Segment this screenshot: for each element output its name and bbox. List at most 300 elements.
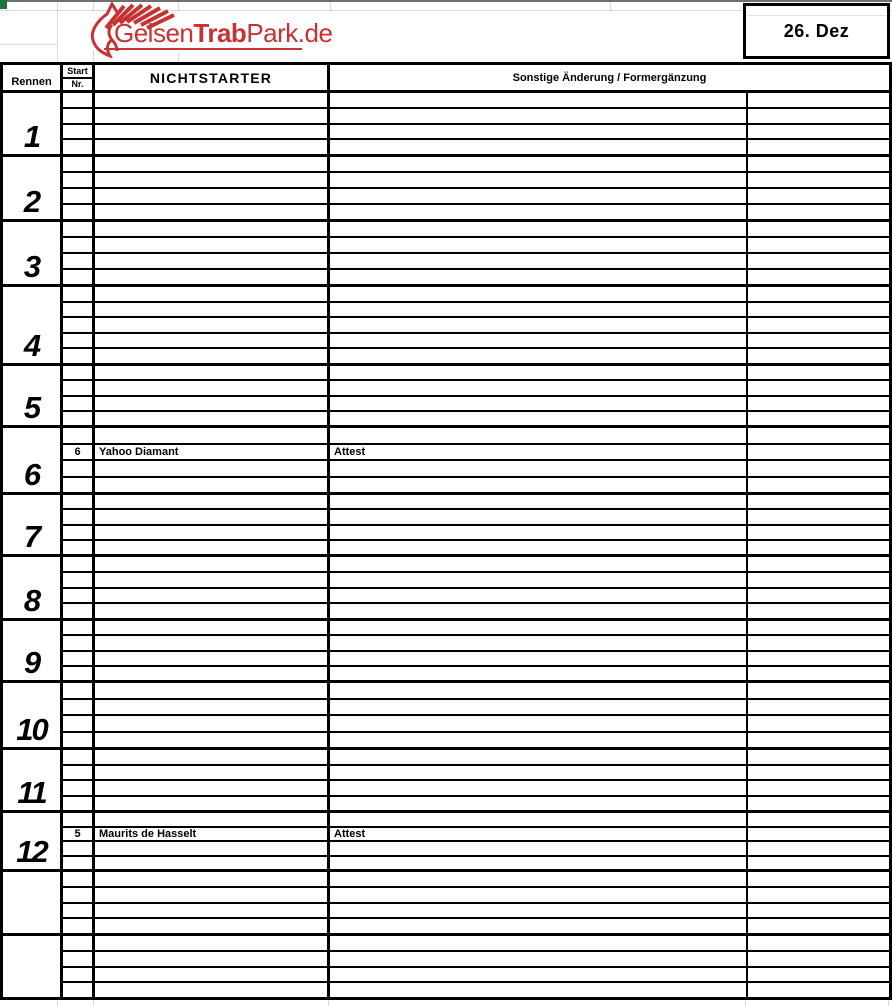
extra-cell[interactable] <box>748 604 889 618</box>
aenderung-cell[interactable] <box>330 140 748 154</box>
extra-cell[interactable] <box>748 526 889 539</box>
aenderung-cell[interactable]: Attest <box>330 828 748 841</box>
nichtstarter-cell[interactable] <box>95 109 330 123</box>
extra-cell[interactable] <box>748 936 889 950</box>
nichtstarter-cell[interactable] <box>95 93 330 107</box>
extra-cell[interactable] <box>748 461 889 476</box>
start-nr-cell[interactable] <box>63 716 95 731</box>
extra-cell[interactable] <box>748 813 889 826</box>
extra-cell[interactable] <box>748 716 889 731</box>
nichtstarter-cell[interactable] <box>95 733 330 748</box>
start-nr-cell[interactable] <box>63 557 95 571</box>
start-nr-cell[interactable] <box>63 303 95 317</box>
race-block-7 <box>3 495 889 557</box>
aenderung-cell[interactable] <box>330 636 748 649</box>
extra-cell[interactable] <box>748 857 889 870</box>
start-nr-cell[interactable] <box>63 683 95 698</box>
start-nr-cell[interactable] <box>63 842 95 855</box>
nichtstarter-cell[interactable] <box>95 173 330 187</box>
extra-cell[interactable] <box>748 157 889 171</box>
nichtstarter-cell[interactable] <box>95 683 330 698</box>
race-number: 6 <box>3 428 63 492</box>
extra-cell[interactable] <box>748 381 889 394</box>
extra-cell[interactable] <box>748 254 889 268</box>
nichtstarter-cell[interactable] <box>95 205 330 219</box>
nichtstarter-cell[interactable] <box>95 667 330 680</box>
entry-row <box>63 936 889 952</box>
aenderung-cell[interactable] <box>330 904 748 918</box>
aenderung-cell[interactable] <box>330 888 748 902</box>
aenderung-cell[interactable] <box>330 621 748 634</box>
extra-cell[interactable] <box>748 667 889 680</box>
start-nr-cell[interactable] <box>63 952 95 966</box>
aenderung-cell[interactable] <box>330 334 748 348</box>
aenderung-cell[interactable] <box>330 541 748 554</box>
nichtstarter-cell[interactable] <box>95 189 330 203</box>
start-nr-cell[interactable] <box>63 888 95 902</box>
entry-row <box>63 93 889 109</box>
start-nr-cell[interactable] <box>63 797 95 811</box>
aenderung-cell[interactable] <box>330 667 748 680</box>
header-start-nr <box>63 65 95 90</box>
brand-name-trab: Trab <box>193 18 247 48</box>
entry-row <box>63 205 889 219</box>
nichtstarter-cell[interactable] <box>95 349 330 363</box>
entry-row <box>63 412 889 425</box>
extra-cell[interactable] <box>748 733 889 748</box>
start-nr-cell[interactable] <box>63 412 95 425</box>
entry-row <box>63 125 889 141</box>
nichtstarter-cell[interactable] <box>95 366 330 379</box>
entry-row <box>63 173 889 189</box>
nichtstarter-cell[interactable] <box>95 919 330 933</box>
aenderung-cell[interactable] <box>330 919 748 933</box>
nichtstarter-cell[interactable] <box>95 983 330 997</box>
extra-cell[interactable] <box>748 766 889 780</box>
extra-cell[interactable] <box>748 700 889 715</box>
extra-cell[interactable] <box>748 287 889 301</box>
extra-cell[interactable] <box>748 872 889 886</box>
aenderung-cell[interactable] <box>330 700 748 715</box>
nichtstarter-cell[interactable] <box>95 140 330 154</box>
nichtstarter-cell[interactable] <box>95 888 330 902</box>
entry-row <box>63 349 889 363</box>
aenderung-cell[interactable] <box>330 318 748 332</box>
extra-cell[interactable] <box>748 573 889 587</box>
start-nr-cell[interactable] <box>63 781 95 795</box>
start-nr-cell[interactable] <box>63 636 95 649</box>
start-nr-cell[interactable] <box>63 428 95 443</box>
brand-underline <box>104 48 302 50</box>
nichtstarter-cell[interactable] <box>95 604 330 618</box>
start-nr-cell[interactable] <box>63 140 95 154</box>
nichtstarter-cell[interactable] <box>95 573 330 587</box>
nichtstarter-cell[interactable] <box>95 857 330 870</box>
nichtstarter-cell[interactable] <box>95 270 330 284</box>
aenderung-cell[interactable] <box>330 573 748 587</box>
extra-cell[interactable] <box>748 750 889 764</box>
start-nr-cell[interactable] <box>63 349 95 363</box>
aenderung-cell[interactable] <box>330 93 748 107</box>
aenderung-cell[interactable] <box>330 428 748 443</box>
entry-row <box>63 888 889 904</box>
nichtstarter-cell[interactable] <box>95 872 330 886</box>
aenderung-cell[interactable] <box>330 109 748 123</box>
entry-row <box>63 303 889 319</box>
nichtstarter-cell[interactable] <box>95 781 330 795</box>
aenderung-cell[interactable] <box>330 750 748 764</box>
extra-cell[interactable] <box>748 140 889 154</box>
aenderung-cell[interactable] <box>330 781 748 795</box>
start-nr-cell[interactable] <box>63 173 95 187</box>
aenderung-cell[interactable] <box>330 683 748 698</box>
aenderung-cell[interactable] <box>330 157 748 171</box>
extra-cell[interactable] <box>748 205 889 219</box>
race-blocks <box>3 93 889 1000</box>
aenderung-cell[interactable] <box>330 254 748 268</box>
start-nr-cell[interactable] <box>63 857 95 870</box>
start-nr-cell[interactable] <box>63 766 95 780</box>
aenderung-cell[interactable] <box>330 238 748 252</box>
aenderung-cell[interactable] <box>330 936 748 950</box>
header-nr: Nr. <box>71 79 84 90</box>
aenderung-cell[interactable] <box>330 733 748 748</box>
nichtstarter-cell[interactable] <box>95 621 330 634</box>
extra-cell[interactable] <box>748 983 889 997</box>
start-nr-cell[interactable] <box>63 983 95 997</box>
nichtstarter-cell[interactable] <box>95 589 330 603</box>
extra-cell[interactable] <box>748 349 889 363</box>
start-nr-cell[interactable] <box>63 495 95 508</box>
start-nr-cell[interactable] <box>63 397 95 410</box>
nichtstarter-cell[interactable] <box>95 461 330 476</box>
start-nr-cell[interactable] <box>63 526 95 539</box>
start-nr-cell[interactable] <box>63 109 95 123</box>
start-nr-cell[interactable] <box>63 621 95 634</box>
aenderung-cell[interactable] <box>330 766 748 780</box>
gridline <box>330 2 331 11</box>
start-nr-cell[interactable] <box>63 733 95 748</box>
extra-cell[interactable] <box>748 968 889 982</box>
race-number: 2 <box>3 157 63 219</box>
start-nr-cell[interactable] <box>63 604 95 618</box>
start-nr-cell[interactable] <box>63 589 95 603</box>
nichtstarter-cell[interactable] <box>95 303 330 317</box>
extra-cell[interactable] <box>748 125 889 139</box>
gridline <box>57 11 58 62</box>
start-nr-cell[interactable] <box>63 968 95 982</box>
nichtstarter-cell[interactable] <box>95 541 330 554</box>
nichtstarter-cell[interactable] <box>95 952 330 966</box>
aenderung-cell[interactable] <box>330 205 748 219</box>
start-nr-cell[interactable] <box>63 93 95 107</box>
extra-cell[interactable] <box>748 495 889 508</box>
extra-cell[interactable] <box>748 412 889 425</box>
race-block-5 <box>3 366 889 428</box>
extra-cell[interactable] <box>748 621 889 634</box>
start-nr-cell[interactable] <box>63 750 95 764</box>
start-nr-cell[interactable] <box>63 238 95 252</box>
aenderung-cell[interactable] <box>330 495 748 508</box>
extra-cell[interactable] <box>748 888 889 902</box>
aenderung-cell[interactable] <box>330 287 748 301</box>
nichtstarter-cell[interactable] <box>95 797 330 811</box>
entry-row <box>63 621 889 636</box>
start-nr-cell[interactable] <box>63 381 95 394</box>
start-nr-cell[interactable] <box>63 700 95 715</box>
entry-row <box>63 445 889 462</box>
entry-row <box>63 109 889 125</box>
nichtstarter-cell[interactable] <box>95 254 330 268</box>
aenderung-cell[interactable] <box>330 983 748 997</box>
aenderung-cell[interactable] <box>330 842 748 855</box>
start-nr-cell[interactable] <box>63 125 95 139</box>
race-rows <box>63 495 889 554</box>
aenderung-cell[interactable] <box>330 797 748 811</box>
extra-cell[interactable] <box>748 541 889 554</box>
nichtstarter-cell[interactable] <box>95 222 330 236</box>
nichtstarter-cell[interactable] <box>95 397 330 410</box>
race-number: 3 <box>3 222 63 284</box>
start-nr-cell[interactable] <box>63 510 95 523</box>
entry-row <box>63 700 889 717</box>
aenderung-cell[interactable] <box>330 125 748 139</box>
start-nr-cell[interactable] <box>63 919 95 933</box>
entry-row <box>63 813 889 828</box>
start-nr-cell[interactable] <box>63 287 95 301</box>
start-nr-cell[interactable] <box>63 254 95 268</box>
nichtstarter-cell[interactable] <box>95 495 330 508</box>
extra-cell[interactable] <box>748 318 889 332</box>
extra-cell[interactable] <box>748 828 889 841</box>
nichtstarter-cell[interactable] <box>95 936 330 950</box>
nichtstarter-cell[interactable] <box>95 842 330 855</box>
nichtstarter-cell[interactable] <box>95 238 330 252</box>
date-box <box>743 3 890 59</box>
extra-cell[interactable] <box>748 952 889 966</box>
aenderung-cell[interactable] <box>330 510 748 523</box>
aenderung-cell[interactable] <box>330 303 748 317</box>
entry-row <box>63 573 889 589</box>
nichtstarter-cell[interactable] <box>95 510 330 523</box>
aenderung-cell[interactable] <box>330 461 748 476</box>
nichtstarter-cell[interactable]: Maurits de Hasselt <box>95 828 330 841</box>
extra-cell[interactable] <box>748 303 889 317</box>
race-number: 5 <box>3 366 63 425</box>
aenderung-cell[interactable] <box>330 716 748 731</box>
extra-cell[interactable] <box>748 238 889 252</box>
extra-cell[interactable] <box>748 93 889 107</box>
race-number: 1 <box>3 93 63 154</box>
nichtstarter-cell[interactable] <box>95 526 330 539</box>
extra-cell[interactable] <box>748 428 889 443</box>
extra-cell[interactable] <box>748 222 889 236</box>
nichtstarter-cell[interactable] <box>95 287 330 301</box>
aenderung-cell[interactable] <box>330 652 748 665</box>
extra-cell[interactable] <box>748 109 889 123</box>
extra-cell[interactable] <box>748 636 889 649</box>
nichtstarter-cell[interactable] <box>95 766 330 780</box>
start-nr-cell[interactable] <box>63 461 95 476</box>
extra-cell[interactable] <box>748 557 889 571</box>
start-nr-cell[interactable] <box>63 573 95 587</box>
start-nr-cell[interactable] <box>63 366 95 379</box>
extra-cell[interactable] <box>748 173 889 187</box>
sheet-corner-marker <box>0 0 7 9</box>
nichtstarter-cell[interactable]: Yahoo Diamant <box>95 445 330 460</box>
aenderung-cell[interactable]: Attest <box>330 445 748 460</box>
brand-name <box>114 20 332 46</box>
aenderung-cell[interactable] <box>330 270 748 284</box>
gridline <box>57 2 58 11</box>
extra-cell[interactable] <box>748 797 889 811</box>
race-rows <box>63 936 889 997</box>
extra-cell[interactable] <box>748 781 889 795</box>
nichtstarter-cell[interactable] <box>95 557 330 571</box>
start-nr-cell[interactable] <box>63 541 95 554</box>
aenderung-cell[interactable] <box>330 604 748 618</box>
race-rows <box>63 287 889 363</box>
start-nr-cell[interactable] <box>63 904 95 918</box>
extra-cell[interactable] <box>748 478 889 493</box>
header-start: Start <box>63 65 92 79</box>
extra-cell[interactable] <box>748 842 889 855</box>
entry-row <box>63 842 889 857</box>
start-nr-cell[interactable] <box>63 205 95 219</box>
start-nr-cell[interactable]: 5 <box>63 828 95 841</box>
nichtstarter-cell[interactable] <box>95 904 330 918</box>
race-rows <box>63 428 889 492</box>
entry-row <box>63 716 889 733</box>
start-nr-cell[interactable] <box>63 318 95 332</box>
aenderung-cell[interactable] <box>330 872 748 886</box>
extra-cell[interactable] <box>748 510 889 523</box>
start-nr-cell[interactable] <box>63 222 95 236</box>
nichtstarter-cell[interactable] <box>95 157 330 171</box>
aenderung-cell[interactable] <box>330 222 748 236</box>
nichtstarter-cell[interactable] <box>95 381 330 394</box>
gridline <box>610 2 611 11</box>
nichtstarter-cell[interactable] <box>95 318 330 332</box>
start-nr-cell[interactable] <box>63 872 95 886</box>
race-date: 26. Dez <box>783 20 850 41</box>
race-block-6 <box>3 428 889 495</box>
gridline <box>57 999 58 1006</box>
extra-cell[interactable] <box>748 589 889 603</box>
aenderung-cell[interactable] <box>330 589 748 603</box>
extra-cell[interactable] <box>748 652 889 665</box>
extra-cell[interactable] <box>748 445 889 460</box>
entry-row <box>63 510 889 525</box>
nichtstarter-cell[interactable] <box>95 700 330 715</box>
start-nr-cell[interactable] <box>63 270 95 284</box>
race-number: 12 <box>3 813 63 869</box>
brand-name-gelsen: Gelsen <box>114 18 194 48</box>
start-nr-cell[interactable] <box>63 936 95 950</box>
nichtstarter-cell[interactable] <box>95 652 330 665</box>
nichtstarter-cell[interactable] <box>95 968 330 982</box>
nichtstarter-cell[interactable] <box>95 813 330 826</box>
aenderung-cell[interactable] <box>330 349 748 363</box>
aenderung-cell[interactable] <box>330 173 748 187</box>
nichtstarter-cell[interactable] <box>95 125 330 139</box>
extra-cell[interactable] <box>748 904 889 918</box>
race-number: 7 <box>3 495 63 554</box>
entry-row <box>63 589 889 605</box>
entry-row <box>63 495 889 510</box>
entry-row <box>63 541 889 554</box>
entry-row <box>63 478 889 493</box>
start-nr-cell[interactable] <box>63 189 95 203</box>
gridline <box>93 999 94 1006</box>
race-number: 9 <box>3 621 63 680</box>
gridline <box>328 999 329 1006</box>
entry-row <box>63 781 889 797</box>
extra-cell[interactable] <box>748 683 889 698</box>
race-rows <box>63 872 889 933</box>
entry-row <box>63 366 889 381</box>
aenderung-cell[interactable] <box>330 857 748 870</box>
aenderung-cell[interactable] <box>330 189 748 203</box>
race-block-2 <box>3 157 889 222</box>
start-nr-cell[interactable]: 6 <box>63 445 95 460</box>
entry-row <box>63 381 889 396</box>
aenderung-cell[interactable] <box>330 968 748 982</box>
nichtstarter-cell[interactable] <box>95 636 330 649</box>
aenderung-cell[interactable] <box>330 397 748 410</box>
race-rows <box>63 621 889 680</box>
entry-row <box>63 428 889 445</box>
extra-cell[interactable] <box>748 919 889 933</box>
start-nr-cell[interactable] <box>63 478 95 493</box>
extra-cell[interactable] <box>748 397 889 410</box>
start-nr-cell[interactable] <box>63 813 95 826</box>
nichtstarter-cell[interactable] <box>95 716 330 731</box>
entry-row <box>63 461 889 478</box>
entry-row <box>63 238 889 254</box>
entry-row <box>63 397 889 412</box>
entry-row <box>63 526 889 541</box>
nichtstarter-cell[interactable] <box>95 428 330 443</box>
extra-cell[interactable] <box>748 189 889 203</box>
race-block-9 <box>3 621 889 683</box>
start-nr-cell[interactable] <box>63 667 95 680</box>
aenderung-cell[interactable] <box>330 526 748 539</box>
extra-cell[interactable] <box>748 366 889 379</box>
start-nr-cell[interactable] <box>63 652 95 665</box>
race-rows <box>63 157 889 219</box>
aenderung-cell[interactable] <box>330 557 748 571</box>
aenderung-cell[interactable] <box>330 813 748 826</box>
aenderung-cell[interactable] <box>330 952 748 966</box>
entry-row <box>63 667 889 680</box>
nichtstarter-cell[interactable] <box>95 750 330 764</box>
start-nr-cell[interactable] <box>63 334 95 348</box>
start-nr-cell[interactable] <box>63 157 95 171</box>
race-rows <box>63 222 889 284</box>
entry-row <box>63 952 889 968</box>
extra-cell[interactable] <box>748 270 889 284</box>
extra-cell[interactable] <box>748 334 889 348</box>
entry-row <box>63 636 889 651</box>
aenderung-cell[interactable] <box>330 412 748 425</box>
aenderung-cell[interactable] <box>330 366 748 379</box>
nichtstarter-cell[interactable] <box>95 478 330 493</box>
aenderung-cell[interactable] <box>330 381 748 394</box>
nichtstarter-cell[interactable] <box>95 412 330 425</box>
aenderung-cell[interactable] <box>330 478 748 493</box>
nichtstarter-cell[interactable] <box>95 334 330 348</box>
